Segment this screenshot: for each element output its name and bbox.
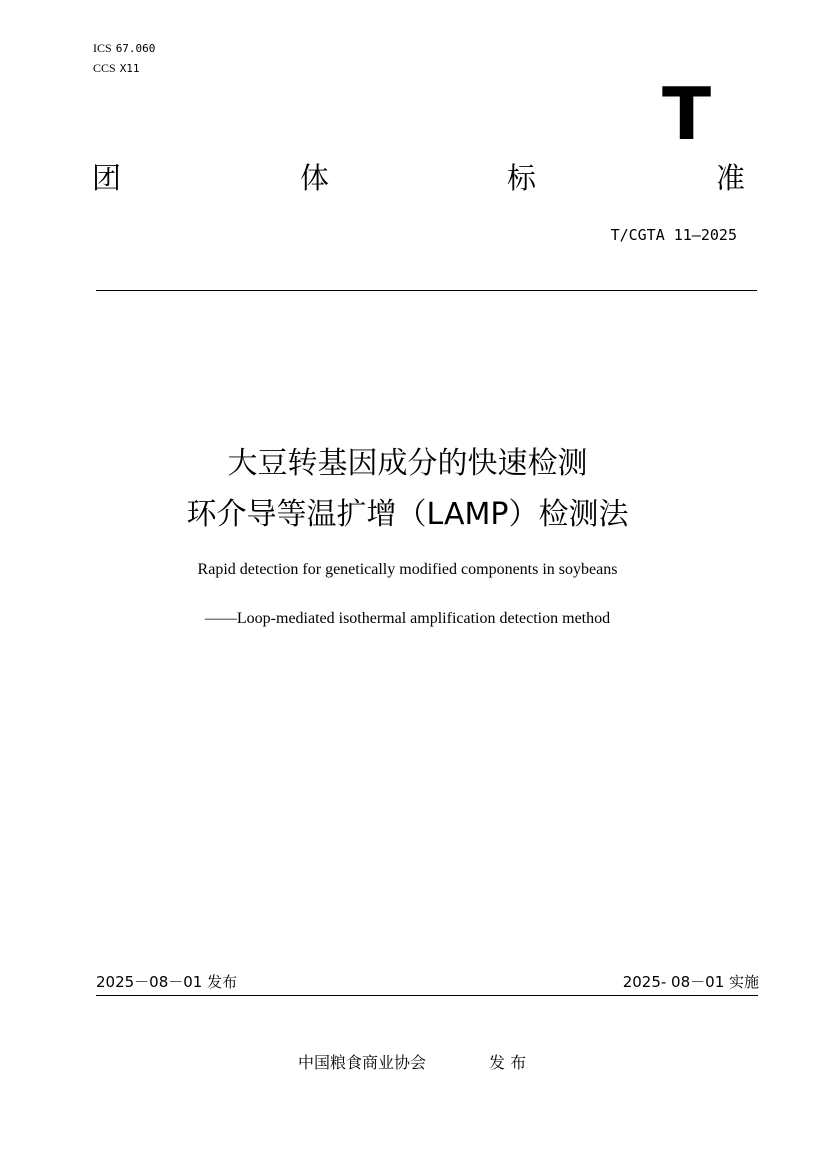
- publish-date: 2025－08－01 发布: [96, 973, 238, 991]
- ics-code: 67.060: [115, 42, 156, 55]
- ccs-code: X11: [119, 62, 140, 75]
- standard-type-char-4: 准: [716, 161, 746, 195]
- title-cn-line2: 环介导等温扩增（LAMP）检测法: [186, 497, 629, 532]
- ccs-line: [93, 61, 140, 76]
- header-divider: [96, 290, 757, 291]
- title-cn-line1: 大豆转基因成分的快速检测: [227, 446, 588, 481]
- title-en-line2: ——Loop-mediated isothermal amplification detection method: [204, 610, 611, 627]
- footer-divider: [96, 995, 758, 996]
- standard-number: T/CGTA 11—2025: [610, 226, 737, 244]
- ics-line: [93, 41, 155, 56]
- ccs-label: CCS: [93, 61, 116, 75]
- title-en-line1: Rapid detection for genetically modified components in soybeans: [197, 561, 618, 578]
- standard-type-char-2: 体: [300, 161, 330, 195]
- standard-type-char-3: 标: [507, 161, 537, 195]
- issuer-action: 发 布: [489, 1053, 527, 1072]
- ics-label: ICS: [93, 41, 112, 55]
- implement-date: 2025- 08－01 实施: [622, 973, 759, 991]
- standard-logo-letter: T: [662, 72, 710, 156]
- standard-type-char-1: 团: [92, 161, 122, 195]
- issuer-name: 中国粮食商业协会: [298, 1053, 427, 1072]
